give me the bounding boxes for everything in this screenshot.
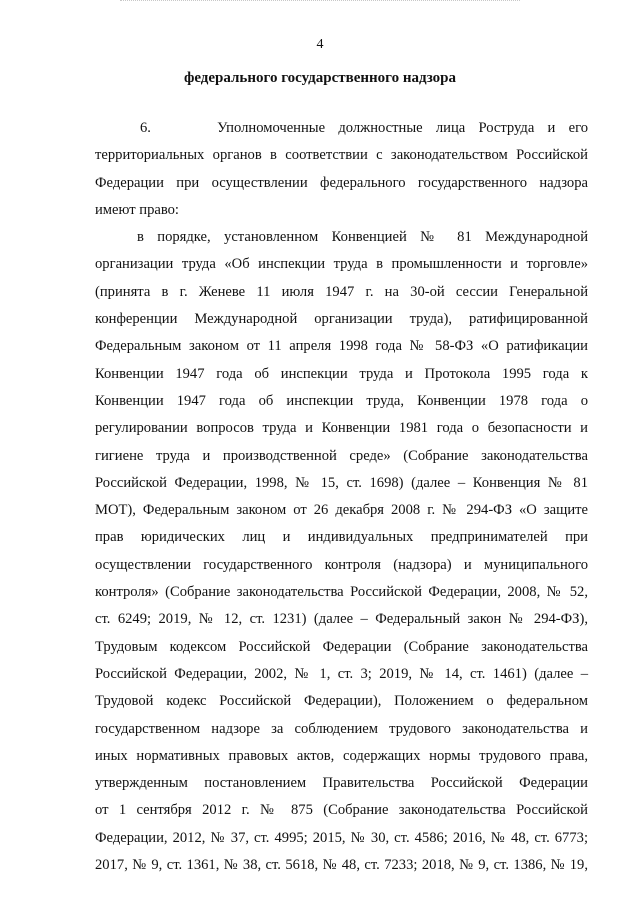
text-line: контроля» (Собрание законодательства Российской Федерации, 2008, № 52, <box>95 584 588 601</box>
text-line: Федерации при осуществлении федерального государственного надзора <box>95 174 588 191</box>
text-line: организации труда «Об инспекции труда в промышленности и торговле» <box>95 256 588 273</box>
text-line: утвержденным постановлением Правительства Российской Федерации <box>95 775 588 792</box>
text-line: Конвенции 1947 года об инспекции труда, Конвенции 1978 года о <box>95 392 588 409</box>
text-line: Федерации, 2012, № 37, ст. 4995; 2015, № 30, ст. 4586; 2016, № 48, ст. 6773; <box>95 829 588 846</box>
text-line: регулировании вопросов труда и Конвенции 1981 года о безопасности и <box>95 420 588 437</box>
text-line: в порядке, установленном Конвенцией № 81 Международной <box>137 229 588 246</box>
text-line: гигиене труда и производственной среде» (Собрание законодательства <box>95 447 588 464</box>
text-line: от 1 сентября 2012 г. № 875 (Собрание законодательства Российской <box>95 802 588 819</box>
section-title: федерального государственного надзора <box>183 70 457 86</box>
text-line: осуществлении государственного контроля (надзора) и муниципального <box>95 556 588 573</box>
text-line: Трудовой кодекс Российской Федерации), Положением о федеральном <box>95 693 588 710</box>
text-line: 6. Уполномоченные должностные лица Роструда и его <box>140 120 588 136</box>
scan-edge-mark <box>120 0 520 3</box>
text-line: иных нормативных правовых актов, содержащих нормы трудового права, <box>95 747 588 764</box>
text-line: Федеральным законом от 11 апреля 1998 года № 58-ФЗ «О ратификации <box>95 338 588 355</box>
text-line: (принята в г. Женеве 11 июля 1947 г. на 30-ой сессии Генеральной <box>95 283 588 300</box>
body-text <box>95 115 588 879</box>
text-line: имеют право: <box>95 201 179 218</box>
text-line: государственном надзоре за соблюдением трудового законодательства и <box>95 720 588 737</box>
text-line: конференции Международной организации труда), ратифицированной <box>95 311 588 328</box>
text-line: территориальных органов в соответствии с законодательством Российской <box>95 147 588 164</box>
text-line: МОТ), Федеральным законом от 26 декабря 2008 г. № 294-ФЗ «О защите <box>95 502 588 519</box>
text-line: Российской Федерации, 2002, № 1, ст. 3; 2019, № 14, ст. 1461) (далее – <box>95 665 588 682</box>
text-line: Российской Федерации, 1998, № 15, ст. 1698) (далее – Конвенция № 81 <box>95 474 588 491</box>
text-line: Трудовым кодексом Российской Федерации (Собрание законодательства <box>95 638 588 655</box>
text-line: прав юридических лиц и индивидуальных предпринимателей при <box>95 529 588 546</box>
text-line: ст. 6249; 2019, № 12, ст. 1231) (далее – Федеральный закон № 294-ФЗ), <box>95 611 588 628</box>
text-line: 2017, № 9, ст. 1361, № 38, ст. 5618, № 48, ст. 7233; 2018, № 9, ст. 1386, № 19, <box>95 857 588 874</box>
text-line: Конвенции 1947 года об инспекции труда и Протокола 1995 года к <box>95 365 588 382</box>
page-number: 4 <box>316 37 324 52</box>
